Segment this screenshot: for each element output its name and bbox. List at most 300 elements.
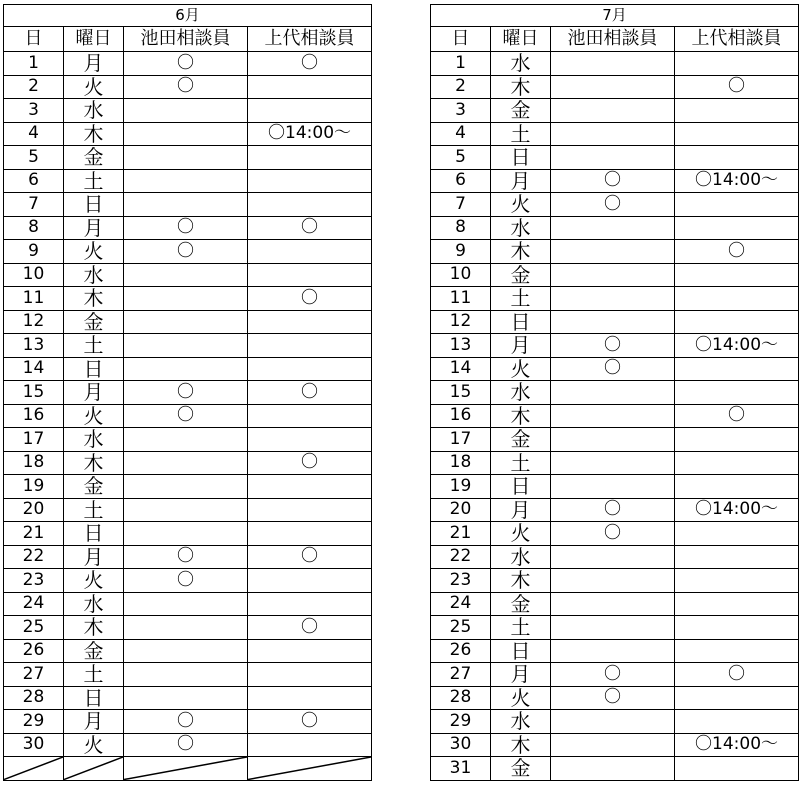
jodai-cell [675,263,799,287]
month-title-row [431,5,799,27]
june-schedule-table [3,4,372,781]
table-row [431,287,799,311]
header-weekday: 曜日 [491,27,551,52]
jodai-cell [675,592,799,616]
weekday-cell: 月 [64,710,124,734]
table-row [4,357,372,381]
day-cell: 17 [431,428,491,452]
weekday-cell: 水 [64,263,124,287]
day-cell: 2 [4,75,64,99]
ikeda-cell [551,287,675,311]
table-row [4,639,372,663]
ikeda-cell [124,592,248,616]
weekday-cell: 木 [64,451,124,475]
ikeda-cell: 〇 [124,216,248,240]
diagonal-cell [124,757,248,781]
header-row [4,27,372,52]
ikeda-cell [124,357,248,381]
weekday-cell: 土 [64,169,124,193]
weekday-cell: 木 [491,240,551,264]
weekday-cell: 日 [64,193,124,217]
weekday-cell: 水 [491,381,551,405]
header-ikeda: 池田相談員 [551,27,675,52]
ikeda-cell [124,663,248,687]
jodai-cell: 〇 [248,381,372,405]
jodai-cell [248,146,372,170]
table-row [4,146,372,170]
jodai-cell: 〇14:00～ [675,498,799,522]
jodai-cell [675,357,799,381]
day-cell: 29 [431,710,491,734]
weekday-cell: 火 [491,193,551,217]
jodai-cell [248,475,372,499]
jodai-cell [675,99,799,123]
table-row [4,310,372,334]
jodai-cell [248,428,372,452]
day-cell: 6 [431,169,491,193]
table-row [431,334,799,358]
day-cell: 26 [431,639,491,663]
jodai-cell: 〇 [248,216,372,240]
table-row [4,52,372,76]
ikeda-cell: 〇 [551,498,675,522]
day-cell: 22 [431,545,491,569]
month-title: 7月 [431,5,799,27]
ikeda-cell [124,522,248,546]
day-cell: 23 [431,569,491,593]
ikeda-cell: 〇 [551,686,675,710]
day-cell: 15 [4,381,64,405]
table-row [4,451,372,475]
weekday-cell: 土 [491,287,551,311]
jodai-cell [675,428,799,452]
day-cell: 13 [4,334,64,358]
weekday-cell: 水 [491,545,551,569]
table-row [431,75,799,99]
day-cell: 18 [4,451,64,475]
day-cell: 21 [4,522,64,546]
jodai-cell [675,122,799,146]
day-cell: 19 [431,475,491,499]
weekday-cell: 金 [64,310,124,334]
jodai-cell [675,710,799,734]
ikeda-cell [551,99,675,123]
jodai-cell [675,686,799,710]
jodai-cell [248,169,372,193]
table-row [431,639,799,663]
table-row [431,216,799,240]
diagonal-line [64,757,123,780]
jodai-cell [675,287,799,311]
table-row [431,475,799,499]
table-row [431,545,799,569]
weekday-cell: 水 [491,52,551,76]
day-cell: 1 [4,52,64,76]
ikeda-cell [124,263,248,287]
jodai-cell: 〇 [248,616,372,640]
jodai-cell [248,357,372,381]
day-cell: 9 [4,240,64,264]
weekday-cell: 月 [64,545,124,569]
weekday-cell: 月 [64,381,124,405]
ikeda-cell [551,592,675,616]
weekday-cell: 日 [491,310,551,334]
ikeda-cell [124,169,248,193]
table-row [431,757,799,781]
jodai-cell [675,146,799,170]
header-row [431,27,799,52]
jodai-cell [248,404,372,428]
ikeda-cell [551,263,675,287]
table-row [431,99,799,123]
day-cell: 26 [4,639,64,663]
weekday-cell: 金 [491,757,551,781]
day-cell: 28 [431,686,491,710]
day-cell: 19 [4,475,64,499]
ikeda-cell [551,381,675,405]
diagonal-line [248,757,371,780]
ikeda-cell: 〇 [124,52,248,76]
month-title-row [4,5,372,27]
table-row [431,240,799,264]
day-cell: 1 [431,52,491,76]
table-row [431,169,799,193]
table-row [431,710,799,734]
table-row [431,428,799,452]
table-row [4,240,372,264]
header-weekday: 曜日 [64,27,124,52]
jodai-cell [675,569,799,593]
ikeda-cell [124,193,248,217]
day-cell: 21 [431,522,491,546]
day-cell: 6 [4,169,64,193]
day-cell: 11 [4,287,64,311]
day-cell: 25 [4,616,64,640]
weekday-cell: 火 [491,357,551,381]
jodai-cell [248,592,372,616]
table-row [4,287,372,311]
jodai-cell [248,733,372,757]
day-cell: 8 [4,216,64,240]
weekday-cell: 金 [64,146,124,170]
table-row [431,263,799,287]
ikeda-cell [551,451,675,475]
table-row [4,193,372,217]
table-row [4,404,372,428]
jodai-cell [675,216,799,240]
day-cell: 5 [431,146,491,170]
jodai-cell [248,99,372,123]
weekday-cell: 木 [491,75,551,99]
table-row [4,428,372,452]
table-row [431,592,799,616]
ikeda-cell: 〇 [124,569,248,593]
day-cell: 3 [4,99,64,123]
ikeda-cell [551,146,675,170]
day-cell: 14 [4,357,64,381]
table-row [4,263,372,287]
ikeda-cell: 〇 [551,169,675,193]
jodai-cell [248,686,372,710]
diagonal-line [4,757,63,780]
table-row [4,616,372,640]
ikeda-cell: 〇 [124,381,248,405]
table-row [431,663,799,687]
table-row [431,52,799,76]
day-cell: 23 [4,569,64,593]
table-row [431,522,799,546]
jodai-cell [248,569,372,593]
table-row [4,522,372,546]
jodai-cell [248,263,372,287]
ikeda-cell: 〇 [124,733,248,757]
day-cell: 3 [431,99,491,123]
weekday-cell: 金 [491,592,551,616]
ikeda-cell [551,240,675,264]
jodai-cell: 〇 [248,52,372,76]
ikeda-cell [124,122,248,146]
table-row [4,122,372,146]
day-cell: 2 [431,75,491,99]
jodai-cell: 〇14:00～ [675,169,799,193]
header-jodai: 上代相談員 [675,27,799,52]
ikeda-cell [124,616,248,640]
table-row [4,663,372,687]
table-row [4,733,372,757]
ikeda-cell [551,216,675,240]
header-ikeda: 池田相談員 [124,27,248,52]
ikeda-cell: 〇 [551,357,675,381]
weekday-cell: 火 [491,522,551,546]
weekday-cell: 木 [64,122,124,146]
day-cell: 7 [4,193,64,217]
table-row [4,216,372,240]
filler-row [4,757,372,781]
day-cell: 12 [4,310,64,334]
ikeda-cell [551,310,675,334]
table-row [431,357,799,381]
ikeda-cell [124,451,248,475]
weekday-cell: 火 [64,75,124,99]
ikeda-cell [551,404,675,428]
jodai-cell [675,193,799,217]
ikeda-cell [124,475,248,499]
table-row [4,569,372,593]
day-cell: 25 [431,616,491,640]
day-cell: 4 [431,122,491,146]
day-cell: 31 [431,757,491,781]
weekday-cell: 金 [491,428,551,452]
july-schedule-table [430,4,799,781]
table-row [4,75,372,99]
weekday-cell: 日 [491,146,551,170]
header-jodai: 上代相談員 [248,27,372,52]
day-cell: 18 [431,451,491,475]
header-day: 日 [4,27,64,52]
day-cell: 7 [431,193,491,217]
day-cell: 5 [4,146,64,170]
day-cell: 4 [4,122,64,146]
jodai-cell [675,616,799,640]
ikeda-cell: 〇 [124,404,248,428]
weekday-cell: 水 [491,216,551,240]
ikeda-cell [124,99,248,123]
ikeda-cell: 〇 [124,75,248,99]
weekday-cell: 土 [64,663,124,687]
jodai-cell: 〇 [248,287,372,311]
weekday-cell: 木 [64,616,124,640]
table-row [431,616,799,640]
ikeda-cell [551,545,675,569]
jodai-cell: 〇14:00～ [248,122,372,146]
ikeda-cell [551,639,675,663]
table-row [431,498,799,522]
weekday-cell: 火 [64,404,124,428]
day-cell: 27 [4,663,64,687]
weekday-cell: 月 [64,216,124,240]
weekday-cell: 水 [64,592,124,616]
day-cell: 12 [431,310,491,334]
day-cell: 16 [4,404,64,428]
weekday-cell: 日 [491,639,551,663]
day-cell: 15 [431,381,491,405]
jodai-cell [248,663,372,687]
day-cell: 22 [4,545,64,569]
weekday-cell: 月 [64,52,124,76]
table-row [4,169,372,193]
table-row [4,545,372,569]
ikeda-cell [551,75,675,99]
table-row [4,592,372,616]
ikeda-cell [124,686,248,710]
ikeda-cell [124,146,248,170]
weekday-cell: 日 [64,686,124,710]
table-row [4,381,372,405]
weekday-cell: 土 [64,334,124,358]
table-row [4,475,372,499]
day-cell: 9 [431,240,491,264]
ikeda-cell: 〇 [551,663,675,687]
ikeda-cell [124,639,248,663]
weekday-cell: 火 [64,240,124,264]
header-day: 日 [431,27,491,52]
ikeda-cell [551,569,675,593]
day-cell: 11 [431,287,491,311]
weekday-cell: 日 [64,522,124,546]
jodai-cell [248,193,372,217]
table-row [431,122,799,146]
table-row [4,334,372,358]
weekday-cell: 月 [491,169,551,193]
diagonal-line [124,757,247,780]
jodai-cell: 〇 [675,404,799,428]
ikeda-cell [551,616,675,640]
jodai-cell [248,639,372,663]
weekday-cell: 土 [491,451,551,475]
jodai-cell [248,310,372,334]
ikeda-cell [551,733,675,757]
jodai-cell [675,381,799,405]
table-row [4,710,372,734]
day-cell: 17 [4,428,64,452]
table-row [431,451,799,475]
day-cell: 10 [4,263,64,287]
table-row [431,146,799,170]
month-title: 6月 [4,5,372,27]
weekday-cell: 木 [64,287,124,311]
jodai-cell: 〇 [248,451,372,475]
weekday-cell: 土 [491,616,551,640]
table-row [431,733,799,757]
table-row [431,569,799,593]
table-row [4,99,372,123]
diagonal-cell [248,757,372,781]
jodai-cell [675,639,799,663]
weekday-cell: 月 [491,663,551,687]
ikeda-cell [551,710,675,734]
table-row [431,310,799,334]
jodai-cell: 〇14:00～ [675,733,799,757]
ikeda-cell: 〇 [124,240,248,264]
weekday-cell: 金 [491,99,551,123]
jodai-cell: 〇 [675,240,799,264]
day-cell: 10 [431,263,491,287]
weekday-cell: 火 [64,733,124,757]
ikeda-cell [124,498,248,522]
jodai-cell [248,498,372,522]
jodai-cell: 〇 [675,663,799,687]
weekday-cell: 日 [491,475,551,499]
day-cell: 20 [4,498,64,522]
weekday-cell: 水 [64,428,124,452]
day-cell: 27 [431,663,491,687]
jodai-cell [248,522,372,546]
weekday-cell: 土 [491,122,551,146]
ikeda-cell: 〇 [551,522,675,546]
jodai-cell [675,451,799,475]
jodai-cell [675,545,799,569]
jodai-cell [675,757,799,781]
ikeda-cell [124,428,248,452]
day-cell: 29 [4,710,64,734]
day-cell: 28 [4,686,64,710]
ikeda-cell [124,334,248,358]
weekday-cell: 月 [491,498,551,522]
weekday-cell: 火 [491,686,551,710]
jodai-cell [675,475,799,499]
day-cell: 14 [431,357,491,381]
ikeda-cell: 〇 [551,193,675,217]
day-cell: 30 [431,733,491,757]
table-row [4,686,372,710]
weekday-cell: 日 [64,357,124,381]
ikeda-cell [124,287,248,311]
table-row [4,498,372,522]
ikeda-cell: 〇 [124,545,248,569]
ikeda-cell [551,428,675,452]
day-cell: 30 [4,733,64,757]
day-cell: 13 [431,334,491,358]
table-row [431,404,799,428]
table-row [431,686,799,710]
ikeda-cell: 〇 [551,334,675,358]
weekday-cell: 金 [64,475,124,499]
table-row [431,381,799,405]
day-cell: 16 [431,404,491,428]
jodai-cell: 〇 [248,710,372,734]
jodai-cell [248,240,372,264]
diagonal-cell [4,757,64,781]
